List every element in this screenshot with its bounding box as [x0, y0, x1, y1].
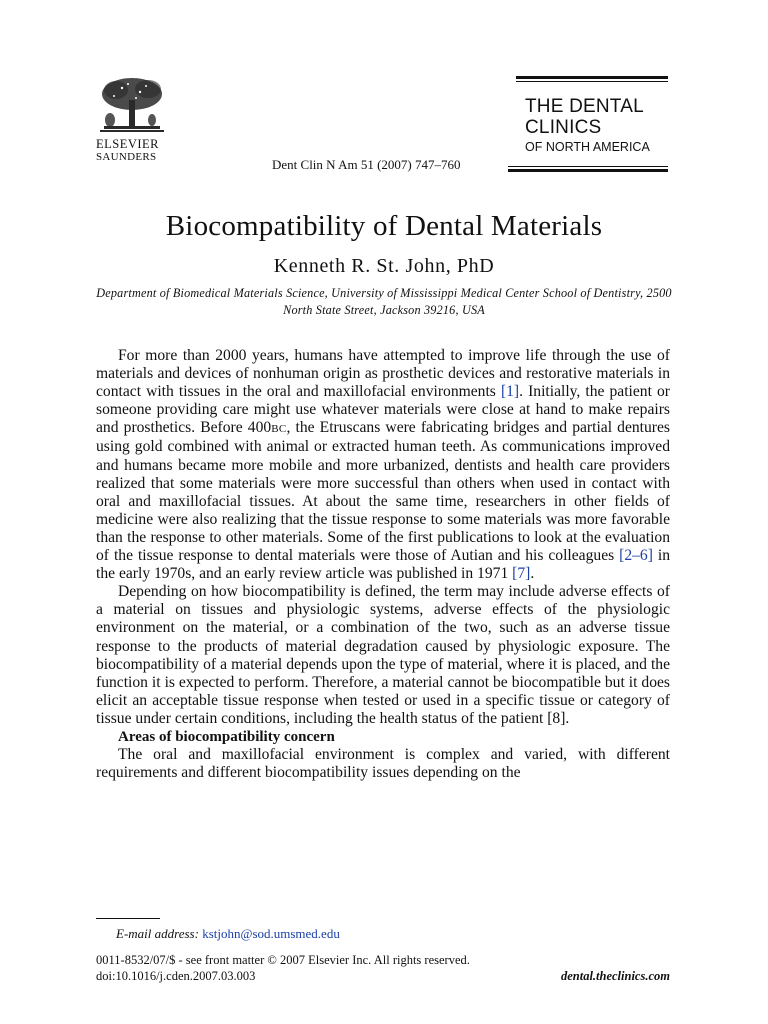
- author-affiliation: Department of Biomedical Materials Science, University of Mississippi Medical Center School of Dentistry, 2500 North State Street, Jackson 39216, USA: [96, 286, 672, 317]
- paragraph-1: [96, 347, 670, 583]
- journal-title-line2: CLINICS: [525, 117, 602, 138]
- publisher-name: ELSEVIER: [96, 137, 160, 151]
- p1-text-b: . Initially, the patient or someone providing care might use whatever materials were close at hand to make repairs and prosthetics. Before 400: [96, 383, 670, 437]
- elsevier-tree-logo: [96, 76, 168, 136]
- email-link[interactable]: kstjohn@sod.umsmed.edu: [202, 926, 340, 941]
- journal-subtitle: OF NORTH AMERICA: [525, 140, 650, 154]
- paragraph-3: The oral and maxillofacial environment is complex and varied, with different requirements and different biocompatibility issues depending on the: [96, 746, 670, 782]
- copyright-line: 0011-8532/07/$ - see front matter © 2007 Elsevier Inc. All rights reserved.: [96, 953, 470, 967]
- p1-text-c: , the Etruscans were fabricating bridges and partial dentures using gold combined with animal or extracted human teeth. As communications improved and humans became more mobile and more urbanized, dentists and health care providers realized that some materials were more successful than others when used in contact with oral and maxillofacial tissues. At about the same time, researchers in other fields of medicine were also realizing that the tissue response to some materials was more favorable than the response to other materials. Some of the first publications to look at the evaluation of the tissue response to dental materials were those of Autian and his colleagues: [96, 419, 670, 565]
- footnote: [116, 926, 340, 942]
- journal-bottom-rules: [508, 166, 668, 172]
- paragraph-2: Depending on how biocompatibility is defined, the term may include adverse effects of a material on tissues and physiologic systems, adverse effects of the physiologic environment on the material, or a combination of the two, such as an adverse tissue response to the products of material degradation caused by physiologic exposure. The biocompatibility of a material depends upon the type of material, where it is placed, and the function it is expected to perform. Therefore, a material cannot be biocompatible but it does elicit an acceptable tissue response when tested or used in a specific tissue or category of tissue under certain conditions, including the health status of the patient [8].: [96, 583, 670, 727]
- p1-text-a: For more than 2000 years, humans have attempted to improve life through the use of materials and devices of nonhuman origin as prosthetic devices and restorative materials in contact with tissues in the oral and maxillofacial environments: [96, 347, 670, 401]
- article-body: [96, 347, 670, 782]
- section-heading: Areas of biocompatibility concern: [118, 728, 335, 745]
- bottom-rule-thin: [508, 166, 668, 167]
- top-rule-thick: [516, 76, 668, 79]
- bottom-rule-thick: [508, 169, 668, 172]
- top-rule-thin: [516, 81, 668, 82]
- p1-text-e: .: [530, 565, 535, 583]
- journal-citation: Dent Clin N Am 51 (2007) 747–760: [272, 157, 461, 172]
- footnote-rule: [96, 918, 160, 919]
- journal-website: dental.theclinics.com: [560, 969, 670, 983]
- doi-line: doi:10.1016/j.cden.2007.03.003: [96, 969, 256, 983]
- journal-title-line1: THE DENTAL: [525, 96, 644, 117]
- p1-era-bc: BC: [271, 423, 287, 436]
- article-title: Biocompatibility of Dental Materials: [165, 210, 603, 242]
- reference-link-7[interactable]: [7]: [512, 565, 531, 583]
- author-name: Kenneth R. St. John, PhD: [273, 255, 495, 277]
- p1-text-d: in the early 1970s, and an early review article was published in 1971: [96, 547, 671, 583]
- reference-link-2-6[interactable]: [2–6]: [619, 547, 653, 565]
- journal-name-block: [516, 76, 668, 155]
- reference-link-1[interactable]: [1]: [500, 383, 520, 401]
- imprint-name: SAUNDERS: [96, 151, 157, 163]
- footer-copyright: [96, 952, 470, 984]
- email-label: E-mail address:: [116, 926, 199, 941]
